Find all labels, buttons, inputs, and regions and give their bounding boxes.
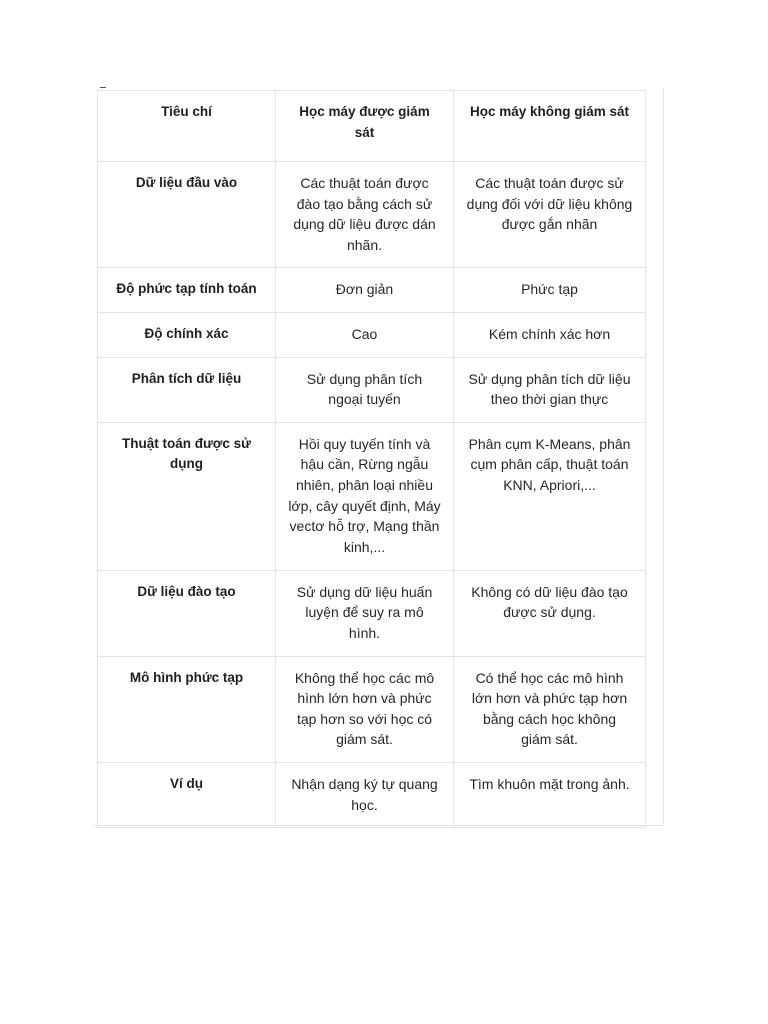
unsupervised-cell: Có thể học các mô hình lớn hơn và phức tạp hơn bằng cách học không giám sát. <box>454 656 646 762</box>
criterion-cell: Dữ liệu đào tạo <box>98 570 276 656</box>
criterion-cell: Thuật toán được sử dụng <box>98 422 276 570</box>
table-row <box>98 312 646 357</box>
supervised-cell: Các thuật toán được đào tạo bằng cách sử dụng dữ liệu được dán nhãn. <box>276 162 454 268</box>
criterion-cell: Mô hình phức tạp <box>98 656 276 762</box>
supervised-cell: Sử dụng dữ liệu huấn luyện để suy ra mô hình. <box>276 570 454 656</box>
unsupervised-cell: Tìm khuôn mặt trong ảnh. <box>454 762 646 827</box>
criterion-cell: Phân tích dữ liệu <box>98 357 276 422</box>
supervised-cell: Cao <box>276 312 454 357</box>
supervised-cell: Không thể học các mô hình lớn hơn và phức tạp hơn so với học có giám sát. <box>276 656 454 762</box>
supervised-cell: Hồi quy tuyến tính và hậu cần, Rừng ngẫu nhiên, phân loại nhiều lớp, cây quyết định, Máy vectơ hỗ trợ, Mạng thần kinh,... <box>276 422 454 570</box>
table-row <box>98 570 646 656</box>
unsupervised-cell: Phức tạp <box>454 268 646 313</box>
table-row <box>98 656 646 762</box>
table-row <box>98 762 646 827</box>
header-unsupervised: Học máy không giám sát <box>454 91 646 162</box>
comparison-table <box>97 90 646 828</box>
header-supervised: Học máy được giám sát <box>276 91 454 162</box>
supervised-cell: Nhận dạng ký tự quang học. <box>276 762 454 827</box>
header-criterion: Tiêu chí <box>98 91 276 162</box>
table-row <box>98 162 646 268</box>
table-header-row <box>98 91 646 162</box>
unsupervised-cell: Phân cụm K-Means, phân cụm phân cấp, thuật toán KNN, Apriori,... <box>454 422 646 570</box>
unsupervised-cell: Không có dữ liệu đào tạo được sử dụng. <box>454 570 646 656</box>
unsupervised-cell: Các thuật toán được sử dụng đối với dữ liệu không được gắn nhãn <box>454 162 646 268</box>
criterion-cell: Dữ liệu đầu vào <box>98 162 276 268</box>
unsupervised-cell: Sử dụng phân tích dữ liệu theo thời gian thực <box>454 357 646 422</box>
table-row <box>98 422 646 570</box>
table-row <box>98 357 646 422</box>
table-row <box>98 268 646 313</box>
supervised-cell: Đơn giản <box>276 268 454 313</box>
criterion-cell: Độ chính xác <box>98 312 276 357</box>
criterion-cell: Ví dụ <box>98 762 276 827</box>
supervised-cell: Sử dụng phân tích ngoại tuyến <box>276 357 454 422</box>
criterion-cell: Độ phức tạp tính toán <box>98 268 276 313</box>
unsupervised-cell: Kém chính xác hơn <box>454 312 646 357</box>
